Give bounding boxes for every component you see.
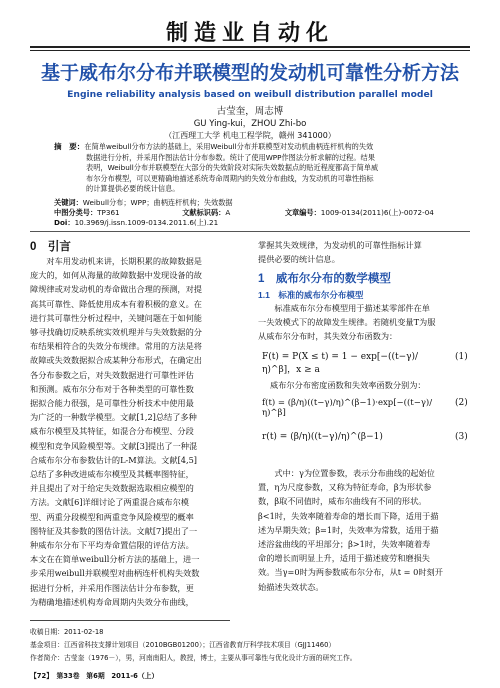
text-line: 述浴盆曲线的平坦部分；β>1时，失效率随着寿 <box>258 539 431 550</box>
text-line: 一失效模式下的故障发生规律。若随机变量T为服 <box>258 317 436 328</box>
clc: TP361 <box>97 208 120 217</box>
text-line: 总结了多种改进威布尔模型及其概率图特征， <box>30 469 194 480</box>
keywords-row <box>54 198 474 208</box>
text-line: 据进行分析，并采用作图法估计分布参数，更 <box>30 582 194 593</box>
text-line: 本文在在简单weibull分析方法的基础上，进一 <box>30 554 200 565</box>
text-line: 布结果相符合的失效分布规律。常用的方法是将 <box>30 341 202 352</box>
keywords: Weibull分布；WPP；曲柄连杆机构；失效数据 <box>82 198 233 207</box>
text-line: 为广泛的一种数学模型。文献[1,2]总结了多种 <box>30 412 197 423</box>
density-text: 威布尔分布密度函数和失效率函数分别为： <box>270 380 426 390</box>
text-line: 庞大的，如何从海量的故障数据中发现设备的故 <box>30 270 202 281</box>
equation-1-number: (1) <box>455 352 468 362</box>
abstract-line: 表明，Weibull分布并联模型在大部分的失效阶段对实际失效数据点的贴近程度都高于简单威 <box>86 163 379 173</box>
footnote-fund: 基金项目：江西省科技支撑计划项目（2010BGB01200）；江西省教育厅科学技术项目（GJJ11460） <box>30 641 336 649</box>
text-line: 高其可靠性、降低使用成本有着积极的意义。在 <box>30 298 202 309</box>
paper-title: 基于威布尔分布并联模型的发动机可靠性分析方法 <box>40 62 459 84</box>
section-separator <box>30 231 470 232</box>
text-line: 从威布尔分布时，其失效分布函数为： <box>258 331 398 342</box>
section-1-1-heading: 1.1 标准的威布尔分布模型 <box>258 290 364 300</box>
abstract-label: 摘 要： <box>54 142 85 151</box>
equation-3: r(t) = (β/η)((t−γ)/η)^(β−1) <box>262 432 383 442</box>
text-line: 命的增长而明显上升，适用于描述疲劳和磨损失 <box>258 553 430 564</box>
header-rule <box>30 46 470 48</box>
page-footer: 【72】 第33卷 第6期 2011-6（上） <box>30 672 159 680</box>
classification-row <box>54 208 474 218</box>
footnote-received: 收稿日期：2011-02-18 <box>30 628 104 636</box>
text-line: 各分布参数之后，对失效数据进行可靠性评估 <box>30 369 194 380</box>
text-line: 对车用发动机来讲，长期积累的故障数据是 <box>30 256 202 266</box>
text-line: 图特征及其参数的图估计法。文献[7]提出了一 <box>30 525 198 536</box>
doi-label: Doi： <box>54 218 75 227</box>
equation-2: f(t) = (β/η)((t−γ)/η)^(β−1)·exp[−((t−γ)/η)^β] <box>262 398 433 418</box>
text-line: 够寻找确切反映系统实效机理并与失效数据的分 <box>30 327 202 338</box>
journal-name: 制造业自动化 <box>165 20 334 46</box>
equation-2-number: (2) <box>455 398 468 408</box>
text-line: 方法。文献[6]详细讨论了两重混合威布尔模 <box>30 497 189 508</box>
text-line: 和预测。威布尔分布对于各种类型的可靠性数 <box>30 383 194 394</box>
intro-body <box>30 254 242 609</box>
text-line: 效。当γ=0时为两参数威布尔分布，从t = 0时刻开 <box>258 567 443 578</box>
text-line: 始描述失效状态。 <box>258 581 324 592</box>
doc-code-label: 文献标识码： <box>182 208 226 217</box>
section-1-heading: 1 威布尔分布的数学模型 <box>258 273 391 285</box>
footnote-author: 作者简介：古莹奎（1976－），男，河南南阳人，教授，博士，主要从事可靠性与优化设计方面的研究工作。 <box>30 654 357 662</box>
text-line: 步采用weibull并联模型对曲柄连杆机构失效数 <box>30 568 200 579</box>
model-text <box>258 301 472 344</box>
text-line: 种威布尔分布下平均寿命置信限的评估方法。 <box>30 540 194 551</box>
header-rule-thin <box>30 50 470 51</box>
text-line: 障规律或对发动机的寿命做出合理的预测，对提 <box>30 284 202 295</box>
text-line: 掌握其失效规律，为发动机的可靠性指标计算 <box>258 240 422 250</box>
abstract-line: 在简单weibull分布方法的基础上，采用Weibull分布并联模型对发动机曲柄连杆机构的失效 <box>84 142 374 151</box>
equation-3-number: (3) <box>455 432 468 442</box>
abstract-line: 的计算提供必要的统计信息。 <box>86 184 180 194</box>
text-line: 并且提出了对于给定失效数据选取相应模型的 <box>30 483 194 494</box>
doi: 10.3969/j.issn.1009-0134.2011.6(上).21 <box>74 218 219 227</box>
text-line: 故障或失效数据拟合成某种分布形式，在确定出 <box>30 355 202 366</box>
doi-row <box>54 218 474 228</box>
text-line: 进行其可靠性分析过程中，关键问题在于如何能 <box>30 312 202 323</box>
clc-label: 中图分类号： <box>54 208 98 217</box>
text-line: 威布尔模型及其特征，如混合分布模型、分段 <box>30 426 194 437</box>
text-line: 置，η为尺度参数，又称为特征寿命，β为形状参 <box>258 482 432 493</box>
authors-en: GU Ying-kui，ZHOU Zhi-bo <box>193 119 307 129</box>
text-line: 述为早期失效；β=1时，失效率为常数，适用于描 <box>258 524 439 535</box>
article-no: 1009-0134(2011)6(上)-0072-04 <box>320 208 434 217</box>
abstract-line: 布尔分布模型，可以更精确地描述系统寿命周期内的失效分布曲线，为发动机的可靠性指标 <box>86 173 374 183</box>
abstract-line: 数据进行分析，并采用作图法估计分布参数。统计了使用WPP作图法分析求解的过程。结果 <box>86 152 375 162</box>
text-line: 合威布尔分布参数估计的L-M算法。文献[4,5] <box>30 454 197 465</box>
paper-title-en: Engine reliability analysis based on weibull distribution parallel model <box>67 89 433 100</box>
text-line: 数，β取不同值时，威布尔曲线有不同的形状。 <box>258 496 427 507</box>
text-line: 为精确地描述机构寿命周期内失效分布曲线， <box>30 596 194 607</box>
doc-code: A <box>225 208 231 217</box>
intro-continued <box>258 238 472 266</box>
text-line: 式中：γ为位置参数，表示分布曲线的起始位 <box>258 468 435 478</box>
keywords-label: 关键词： <box>54 198 83 207</box>
article-no-label: 文章编号： <box>284 208 321 217</box>
text-line: 型、两重分段模型和两重竞争风险模型的概率 <box>30 511 194 522</box>
authors-cn: 古莹奎，周志博 <box>216 106 284 117</box>
text-line: 据拟合能力很强，是可靠性分析技术中使用最 <box>30 398 194 409</box>
text-line: 模型和竞争风险模型等。文献[3]提出了一种混 <box>30 440 198 451</box>
footnote-rule <box>30 620 230 621</box>
text-line: 提供必要的统计信息。 <box>258 254 340 265</box>
text-line: 标准威布尔分布模型用于描述某零部件在单 <box>258 303 430 313</box>
abstract <box>54 142 454 195</box>
parameter-description <box>258 466 472 594</box>
equation-1: F(t) = P(X ≤ t) = 1 − exp[−((t−γ)/η)^β]，x ≥ a <box>262 352 419 375</box>
section-intro-heading: 0 引言 <box>30 241 71 253</box>
text-line: β<1时，失效率随着寿命的增长而下降，适用于描 <box>258 510 439 521</box>
affiliation: （江西理工大学 机电工程学院，赣州 341000） <box>164 131 336 140</box>
